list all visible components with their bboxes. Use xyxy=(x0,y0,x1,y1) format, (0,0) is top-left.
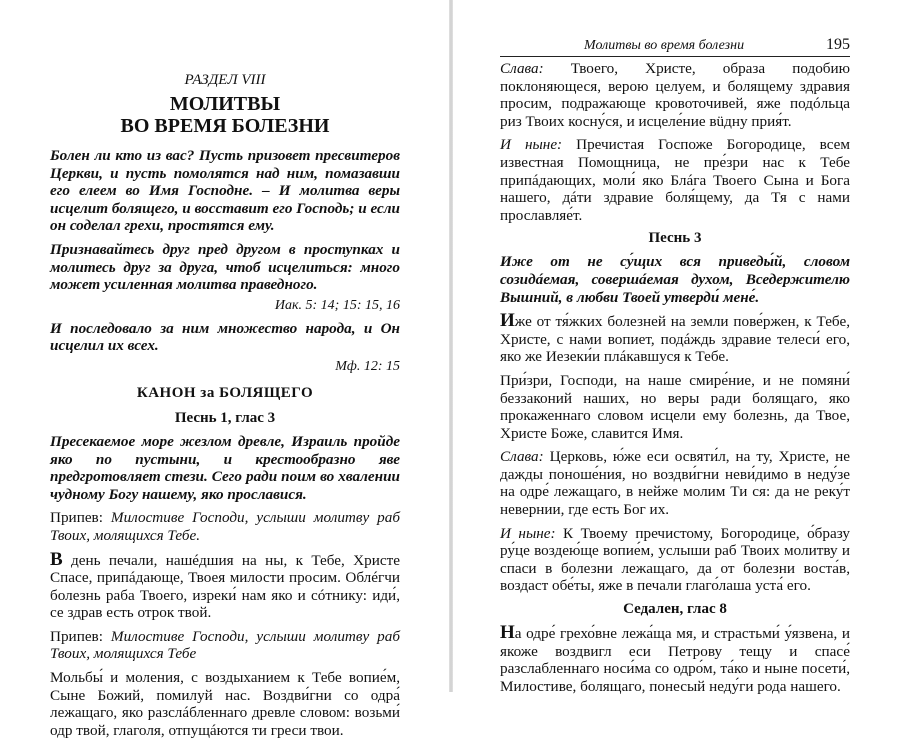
glory-label: Слава: xyxy=(500,60,544,77)
troparion-1-text: день печали, нашéдшия на ны, к Тебе, Христе Спасе, припáдающе, Твоея милости просим. Облéгчи болезнь раба Твоего, изреки́ нам яко и сóтнику: иди́, се здрав есть отрок твой. xyxy=(50,551,400,622)
troparion-1 xyxy=(50,548,400,622)
right-page-text xyxy=(500,60,850,701)
glory-verse-text: Церковь, ю́же еси освяти́л, на ту, Христе, не дажды поноше́ния, но воздви́гни неви́димо в неду́зе на одре́ лежащаго, в нейже молим Ти ся: да не реку́т невернии, где есть Бог их. xyxy=(500,448,850,519)
troparion-3a-text: же от тя́жких болезней на земли пове́ржен, к Тебе, Христе, с нами вопиет, подáждь здравие телеси́ его, яко же Иезеки́и плáкавшуся к Тебе. xyxy=(500,313,850,366)
running-header xyxy=(500,38,850,57)
refrain-2 xyxy=(50,628,400,663)
glory-verse-1 xyxy=(500,60,850,130)
epigraph-3: И последовало за ним множество народа, и Он исцелил их всех. xyxy=(50,319,400,355)
irmos-3: Иже от не су́щих вся приведы́й, словом созидáемая, совершáемая духом, Вседержителю Вышний, в любви Твоей утверди́ мене́. xyxy=(500,253,850,306)
scripture-reference-1: Иак. 5: 14; 15: 15, 16 xyxy=(274,297,400,313)
ode-1-title: Песнь 1, глас 3 xyxy=(174,409,276,426)
troparion-3a xyxy=(500,312,850,366)
and-now-label: И ныне: xyxy=(500,524,556,542)
theotokion-text: Пречистая Госпоже Богородице, всем известная Помощница, не пре́зри нас к Тебе припáдающих, моли́ яко Блáга Твоего Сына и Бога нашего, дáти здравие боля́щему, да Тя с нами прославляе́т. xyxy=(500,136,851,224)
refrain-text: Милостиве Господи, услыши молитву раб Твоих, молящихся Тебе xyxy=(50,627,401,663)
chapter-title-line1: МОЛИТВЫ xyxy=(169,93,281,115)
running-title: Молитвы во время болезни xyxy=(584,38,745,53)
sedalen-text: а одре́ грехо́вне лежа́ща мя, и страстьми́ у́язвена, и якоже воздвигл еси Петрову тещу и спасе́ разслабленнаго носи́ма со одро́м, та́ко и ныне посети́, Милостиве, болящаго, понесый неду́ги рода нашего. xyxy=(500,625,850,695)
initial-letter: Н xyxy=(500,622,515,644)
glory-verse-text: Твоего, Христе, образа подобию поклоняющеся, верою целуем, и болящему здравия просим, подражающе кровоточивей, яже подóльца риз Твоих косну́ся, и исцеле́ние вüдну прия́т. xyxy=(500,60,850,130)
section-label: РАЗДЕЛ VIII xyxy=(184,72,266,88)
troparion-3b: При́зри, Господи, на наше смире́ние, и не помяни́ беззаконий наших, но веры ради болящаго, яко прокаженнаго словом исцели ему болезнь, да Твое, Христе Боже, славится Имя. xyxy=(500,371,850,442)
theotokion-text: К Твоему пречистому, Богородице, о́бразу ру́це воздею́ще вопие́м, услыши раб Твоих молитву и спаси в болезни лежащаго, да от болезни воста́в, воздаст обе́ты, яже в печали глаго́лаша уста́ его. xyxy=(500,524,851,595)
chapter-title xyxy=(50,93,400,137)
glory-verse-2 xyxy=(500,448,850,518)
page-number: 195 xyxy=(826,36,850,53)
sedalen-title: Седален, глас 8 xyxy=(623,601,727,618)
canon-title: КАНОН за БОЛЯЩЕГО xyxy=(136,384,314,401)
epigraph-1: Болен ли кто из вас? Пусть призовет пресвитеров Церкви, и пусть помолятся над ним, помазавши его елеем во Имя Господне. – И молитва веры исцелит болящего, и восставит его Господь; и если он соделал грехи, простятся ему. xyxy=(50,147,400,235)
and-now-label: И ныне: xyxy=(500,136,563,154)
epigraph-2: Признавайтесь друг пред другом в проступках и молитесь друг за друга, чтоб исцелиться: много может усиленная молитва праведного. xyxy=(50,240,400,294)
initial-letter: И xyxy=(500,310,515,332)
glory-label: Слава: xyxy=(500,448,544,466)
refrain-text: Милостиве Господи, услыши молитву раб Твоих, молящихся Тебе. xyxy=(50,509,401,544)
theotokion-1 xyxy=(500,136,850,224)
refrain-label: Припев: xyxy=(50,627,103,645)
refrain-label: Припев: xyxy=(50,509,103,527)
ode-3-title: Песнь 3 xyxy=(648,230,702,247)
left-page-text xyxy=(50,72,400,745)
sedalen xyxy=(500,624,850,695)
irmos-1: Пресекаемое море жезлом древле, Израиль пройде яко по пустыни, и крестообразно яве предгротовляет стези. Сего ради поим во хвалении чудному Богу нашему, яко прославися. xyxy=(50,432,400,503)
troparion-2: Мольбы́ и моления, с воздыханием к Тебе вопие́м, Сыне Божий, помилуй нас. Воздви́гни со одра́ лежащаго, яко разслáбленнаго древле словом: возьми́ одр твой, глаголя, отпущáются ти греси твои. xyxy=(50,669,400,739)
theotokion-2 xyxy=(500,525,850,595)
scripture-reference-2: Мф. 12: 15 xyxy=(335,358,400,374)
initial-letter: В xyxy=(50,548,63,570)
chapter-title-line2: ВО ВРЕМЯ БОЛЕЗНИ xyxy=(120,115,330,137)
refrain-1 xyxy=(50,509,400,544)
